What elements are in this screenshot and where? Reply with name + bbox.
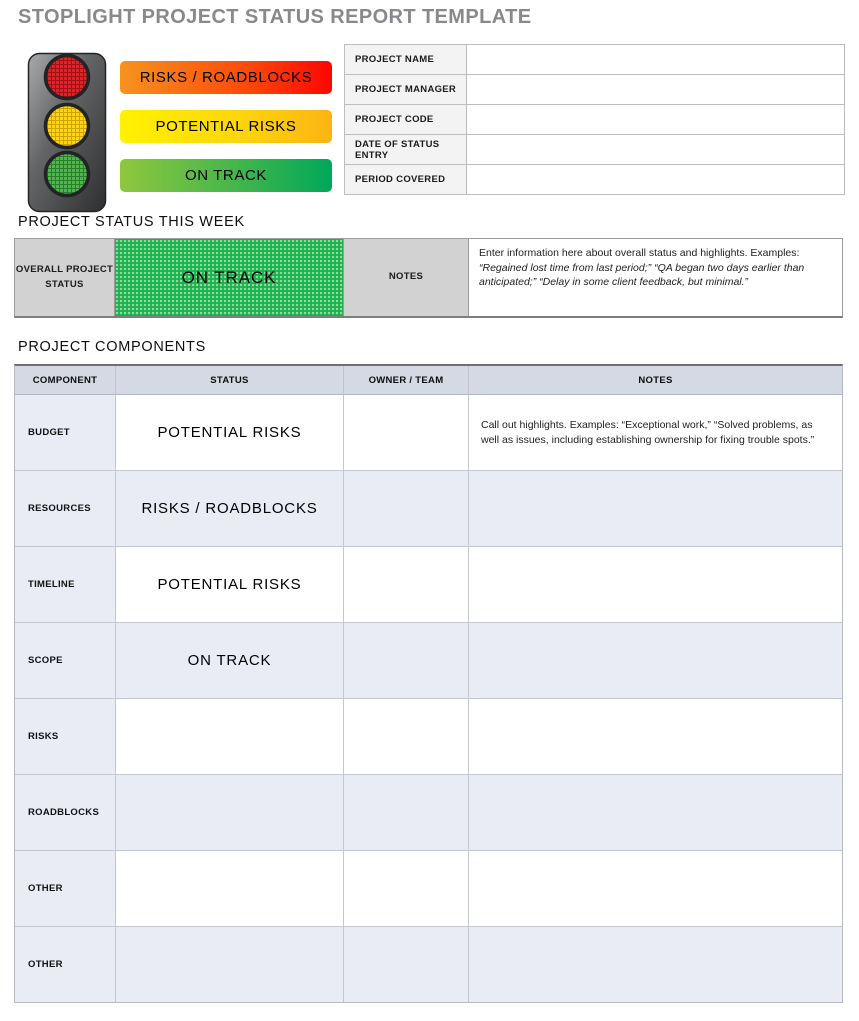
owner-team-cell[interactable]: [344, 471, 469, 546]
notes-cell[interactable]: [469, 547, 842, 622]
owner-team-column-header: OWNER / TEAM: [344, 366, 469, 394]
traffic-light-icon: [27, 52, 107, 218]
project-name-field[interactable]: [467, 45, 844, 74]
legend-banner-label: RISKS / ROADBLOCKS: [139, 69, 313, 86]
overall-status-notes-cell[interactable]: [469, 239, 842, 316]
table-row-other-2: [15, 927, 842, 1002]
legend-banner-on-track: [120, 159, 332, 192]
component-label: SCOPE: [15, 623, 116, 698]
project-code-field[interactable]: [467, 105, 844, 134]
table-row-roadblocks: [15, 775, 842, 851]
status-cell[interactable]: [116, 699, 344, 774]
project-manager-label: PROJECT MANAGER: [345, 75, 467, 104]
components-section-heading: PROJECT COMPONENTS: [18, 339, 206, 355]
owner-team-cell[interactable]: [344, 699, 469, 774]
overall-status-cell[interactable]: ON TRACK: [115, 239, 344, 316]
legend-banner-potential-risks: [120, 110, 332, 143]
overall-project-status-label: OVERALL PROJECT STATUS: [15, 239, 115, 316]
components-header-row: [15, 366, 842, 395]
component-column-header: COMPONENT: [15, 366, 116, 394]
status-cell[interactable]: [116, 927, 344, 1002]
status-cell[interactable]: RISKS / ROADBLOCKS: [116, 471, 344, 546]
weekly-status-table: [14, 238, 843, 318]
table-row-resources: [15, 471, 842, 547]
table-row-budget: [15, 395, 842, 471]
component-label: OTHER: [15, 851, 116, 926]
owner-team-cell[interactable]: [344, 927, 469, 1002]
notes-cell[interactable]: Call out highlights. Examples: “Exceptional work,” “Solved problems, as well as issues, including establishing ownership for fixing trouble spots.”: [469, 395, 842, 470]
notes-examples: “Regained lost time from last period;” “QA began two days earlier than anticipated;” “Delay in some client feedback, but minimal.”: [479, 261, 805, 289]
component-label: OTHER: [15, 927, 116, 1002]
project-components-table: [14, 364, 843, 1003]
notes-label: NOTES: [344, 239, 469, 316]
table-row-other-1: [15, 851, 842, 927]
period-covered-field[interactable]: [467, 165, 844, 194]
project-name-label: PROJECT NAME: [345, 45, 467, 74]
component-label: RISKS: [15, 699, 116, 774]
table-row: [345, 45, 844, 75]
table-row: [345, 105, 844, 135]
status-cell[interactable]: POTENTIAL RISKS: [116, 547, 344, 622]
status-cell[interactable]: [116, 851, 344, 926]
legend-banner-label: POTENTIAL RISKS: [155, 118, 297, 135]
table-row-risks: [15, 699, 842, 775]
owner-team-cell[interactable]: [344, 395, 469, 470]
project-info-table: [344, 44, 845, 195]
table-row: [345, 75, 844, 105]
table-row-timeline: [15, 547, 842, 623]
status-section-heading: PROJECT STATUS THIS WEEK: [18, 214, 245, 230]
component-label: BUDGET: [15, 395, 116, 470]
date-of-status-entry-field[interactable]: [467, 135, 844, 164]
owner-team-cell[interactable]: [344, 775, 469, 850]
table-row-scope: [15, 623, 842, 699]
table-row: [345, 135, 844, 165]
owner-team-cell[interactable]: [344, 623, 469, 698]
page-title: STOPLIGHT PROJECT STATUS REPORT TEMPLATE: [18, 6, 532, 28]
notes-cell[interactable]: [469, 699, 842, 774]
status-cell[interactable]: ON TRACK: [116, 623, 344, 698]
notes-cell[interactable]: [469, 927, 842, 1002]
notes-cell[interactable]: [469, 851, 842, 926]
notes-column-header: NOTES: [638, 374, 673, 386]
notes-cell[interactable]: [469, 775, 842, 850]
date-of-status-entry-label: DATE OF STATUS ENTRY: [345, 135, 467, 164]
legend-banner-risks-roadblocks: [120, 61, 332, 94]
owner-team-cell[interactable]: [344, 547, 469, 622]
project-code-label: PROJECT CODE: [345, 105, 467, 134]
status-cell[interactable]: POTENTIAL RISKS: [116, 395, 344, 470]
notes-intro: Enter information here about overall status and highlights. Examples:: [479, 247, 800, 259]
table-row: [345, 165, 844, 194]
component-label: RESOURCES: [15, 471, 116, 546]
status-column-header: STATUS: [116, 366, 344, 394]
period-covered-label: PERIOD COVERED: [345, 165, 467, 194]
component-label: ROADBLOCKS: [15, 775, 116, 850]
owner-team-cell[interactable]: [344, 851, 469, 926]
status-cell[interactable]: [116, 775, 344, 850]
project-manager-field[interactable]: [467, 75, 844, 104]
notes-cell[interactable]: [469, 471, 842, 546]
component-label: TIMELINE: [15, 547, 116, 622]
notes-cell[interactable]: [469, 623, 842, 698]
legend-banner-label: ON TRACK: [184, 167, 268, 184]
